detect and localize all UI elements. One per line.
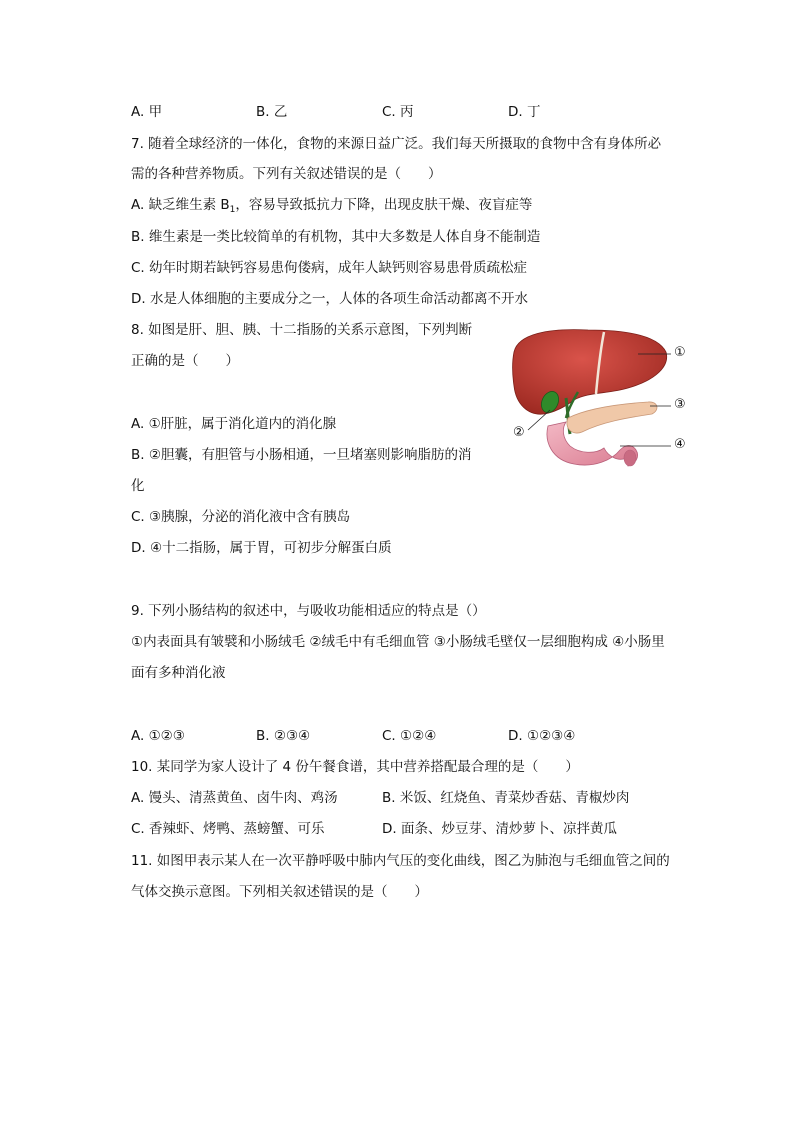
q7-option-c: C. 幼年时期若缺钙容易患佝偻病，成年人缺钙则容易患骨质疏松症 xyxy=(131,260,528,276)
q8-option-c: C. ③胰腺，分泌的消化液中含有胰岛 xyxy=(131,509,351,525)
q10-option-c: C. 香辣虾、烤鸭、蒸螃蟹、可乐 xyxy=(131,821,325,837)
q7-stem-line2: 需的各种营养物质。下列有关叙述错误的是（ ） xyxy=(131,166,442,182)
q10-option-d: D. 面条、炒豆芽、清炒萝卜、凉拌黄瓜 xyxy=(382,821,617,837)
q7-option-a-pre: A. 缺乏维生素 B xyxy=(131,197,230,213)
q9-option-b: B. ②③④ xyxy=(256,728,311,744)
q6-option-b: B. 乙 xyxy=(256,104,288,120)
q9-items-line1: ①内表面具有皱襞和小肠绒毛 ②绒毛中有毛细血管 ③小肠绒毛壁仅一层细胞构成 ④小肠里 xyxy=(131,634,665,650)
q9-option-d: D. ①②③④ xyxy=(508,728,576,744)
digestive-organs-figure xyxy=(508,322,703,472)
q8-stem-line1: 8. 如图是肝、胆、胰、十二指肠的关系示意图，下列判断 xyxy=(131,322,473,338)
q9-option-a: A. ①②③ xyxy=(131,728,185,744)
figure-label-1: ① xyxy=(674,345,686,360)
q7-option-a-post: ，容易导致抵抗力下降，出现皮肤干燥、夜盲症等 xyxy=(235,197,533,213)
q6-option-d: D. 丁 xyxy=(508,104,541,120)
duodenum-opening xyxy=(624,450,636,466)
q8-option-d: D. ④十二指肠，属于胃，可初步分解蛋白质 xyxy=(131,540,392,556)
pancreas-shape xyxy=(567,402,657,433)
q10-option-b: B. 米饭、红烧鱼、青菜炒香菇、青椒炒肉 xyxy=(382,790,630,806)
q11-stem-line2: 气体交换示意图。下列相关叙述错误的是（ ） xyxy=(131,884,428,900)
figure-label-3: ③ xyxy=(674,397,686,412)
q7-option-d: D. 水是人体细胞的主要成分之一，人体的各项生命活动都离不开水 xyxy=(131,291,528,307)
q8-stem-line2: 正确的是（ ） xyxy=(131,353,239,369)
q10-stem: 10. 某同学为家人设计了 4 份午餐食谱，其中营养搭配最合理的是（ ） xyxy=(131,759,579,775)
q10-option-a: A. 馒头、清蒸黄鱼、卤牛肉、鸡汤 xyxy=(131,790,338,806)
q6-option-a: A. 甲 xyxy=(131,104,163,120)
q9-items-line2: 面有多种消化液 xyxy=(131,665,226,681)
liver-shape xyxy=(513,330,667,415)
q7-option-b: B. 维生素是一类比较简单的有机物，其中大多数是人体自身不能制造 xyxy=(131,229,541,245)
q9-option-c: C. ①②④ xyxy=(382,728,437,744)
q6-option-c: C. 丙 xyxy=(382,104,414,120)
figure-label-4: ④ xyxy=(674,437,686,452)
figure-label-2: ② xyxy=(513,425,525,440)
q11-stem-line1: 11. 如图甲表示某人在一次平静呼吸中肺内气压的变化曲线，图乙为肺泡与毛细血管之间的 xyxy=(131,853,670,869)
q8-option-a: A. ①肝脏，属于消化道内的消化腺 xyxy=(131,416,337,432)
q8-option-b-line1: B. ②胆囊，有胆管与小肠相通，一旦堵塞则影响脂肪的消 xyxy=(131,447,472,463)
q8-option-b-line2: 化 xyxy=(131,478,145,494)
q9-stem: 9. 下列小肠结构的叙述中，与吸收功能相适应的特点是（） xyxy=(131,603,486,619)
q7-option-a xyxy=(131,195,532,220)
q7-option-a-sub: 1 xyxy=(229,205,236,215)
q7-stem-line1: 7. 随着全球经济的一体化，食物的来源日益广泛。我们每天所摄取的食物中含有身体所必 xyxy=(131,136,662,152)
